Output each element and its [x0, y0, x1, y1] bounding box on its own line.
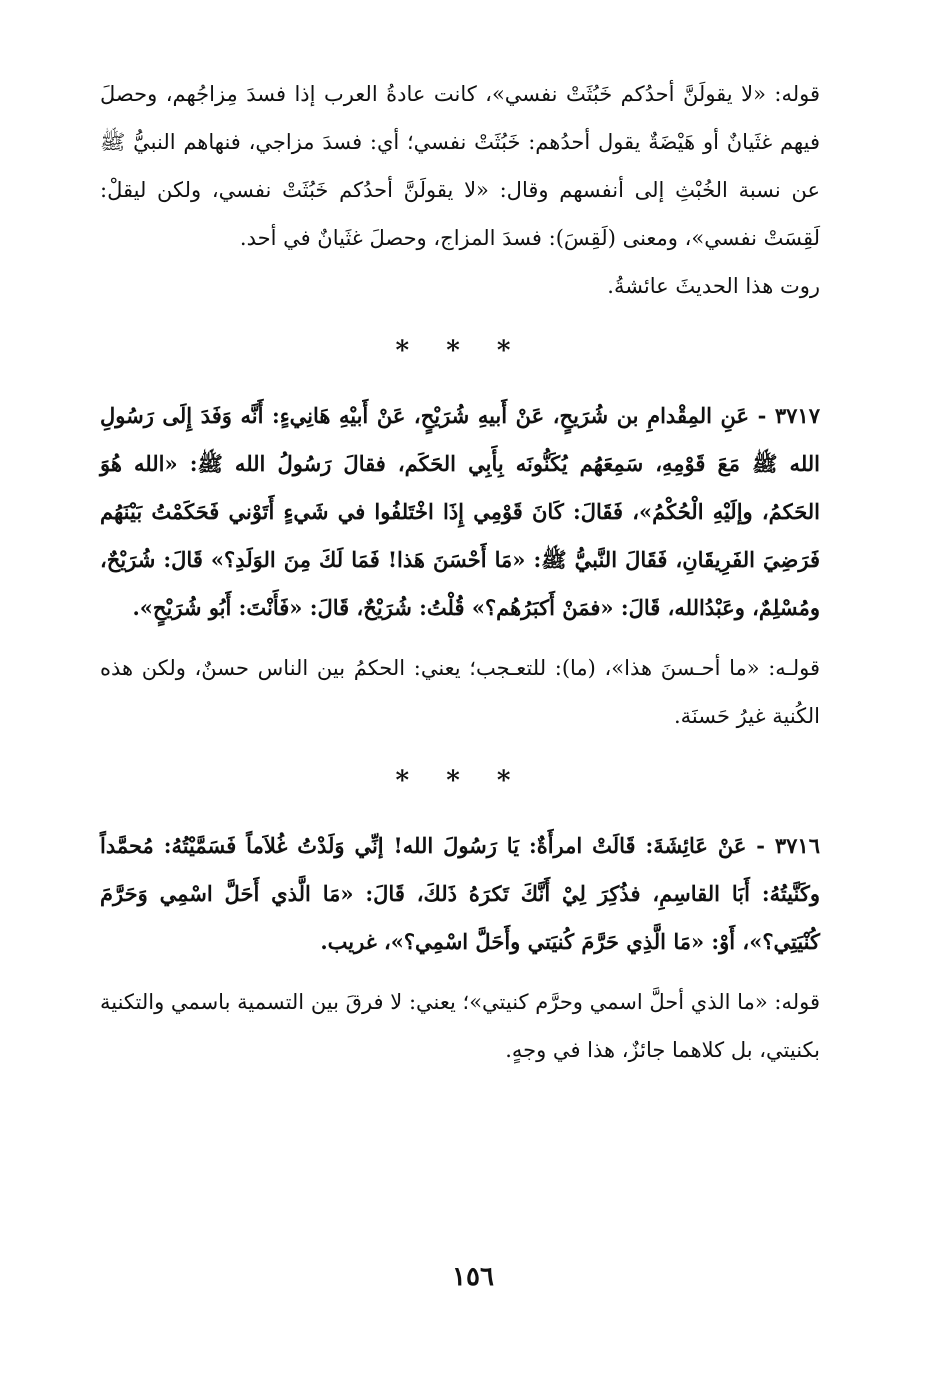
hadith-3716: ٣٧١٦ - عَنْ عَائِشَةَ: قَالَتْ امرأَةٌ: يَا رَسُولَ الله! إنِّي وَلَدْتُ غُلاَماً فَسَمَّيْتُهُ: مُحمَّداً وكَنَّيتُهُ: أَبَا القاسِمِ، فذُكِرَ لِيْ أَنَّكَ تَكرَهُ ذَلكَ، قَالَ: «مَا الَّذي أَحَلَّ اسْمِي وَحَرَّمَ كُنْيَتِي؟»، أَوْ: «مَا الَّذِي حَرَّمَ كُنيَتي وأَحَلَّ اسْمِي؟»، غريب. — [100, 833, 820, 954]
narrator-note: روت هذا الحديثَ عائشةُ. — [607, 274, 820, 298]
hadith-3717: ٣٧١٧ - عَنِ المِقْدامِ بن شُرَيحٍ، عَنْ أَبيهِ شُرَيْحٍ، عَنْ أَبيْهِ هَانِيءٍ: أَنَّه وَفَدَ إِلَى رَسُولِ الله ﷺ مَعَ قَوْمِهِ، سَمِعَهُم يُكَنُّونَه بِأَبِي الحَكَم، فقالَ رَسُولُ الله ﷺ: «الله هُوَ الحَكمُ، وإلَيْهِ الْحُكْمُ»، فَقَالَ: كَانَ قَوْمِي إِذَا اخْتَلفُوا في شَيءٍ أَتَوْني فَحَكَمْتُ بَيْنَهُم فَرَضِيَ الفَرِيقَانِ، فَقَالَ النَّبيُّ ﷺ: «مَا أَحْسَنَ هَذا! فَمَا لَكَ مِنَ الوَلَدِ؟» قَالَ: شُرَيْحٌ، ومُسْلِمٌ، وعَبْدُالله، قَالَ: «فمَنْ أَكبَرُهُم؟» قُلْتُ: شُرَيْحٌ، قَالَ: «فَأَنْتَ: أَبُو شُرَيْحٍ». — [100, 403, 820, 620]
commentary-paragraph: قولـه: «ما أحـسنَ هذا»، (ما): للتعـجب؛ يعني: الحكمُ بين الناس حسنٌ، ولكن هذه الكُنية غيرُ حَسنَة. — [100, 656, 820, 728]
page-number: ١٥٦ — [452, 1262, 494, 1292]
page-body — [100, 70, 820, 1074]
section-divider: * * * — [395, 336, 525, 366]
commentary-paragraph: قوله: «ما الذي أحلَّ اسمي وحرَّم كنيتي»؛ يعني: لا فرقَ بين التسمية باسمي والتكنية بكنيتي، بل كلاهما جائزٌ، هذا في وجهٍ. — [100, 990, 820, 1062]
section-divider: * * * — [395, 766, 525, 796]
commentary-paragraph: قوله: «لا يقولَنَّ أحدُكم خَبُثَتْ نفسي»، كانت عادةُ العرب إذا فسدَ مِزاجُهم، وحصلَ فيهم غثَيانٌ أو هَيْضَةٌ يقول أحدُهم: خَبُثَتْ نفسي؛ أي: فسدَ مزاجي، فنهاهم النبيُّ ﷺ عن نسبة الخُبْثِ إلى أنفسهم وقال: «لا يقولَنَّ أحدُكم خَبُثَتْ نفسي، ولكن ليقلْ: لَقِسَتْ نفسي»، ومعنى (لَقِسَ): فسدَ المزاج، وحصلَ غثَيانٌ في أحد. — [100, 82, 820, 250]
